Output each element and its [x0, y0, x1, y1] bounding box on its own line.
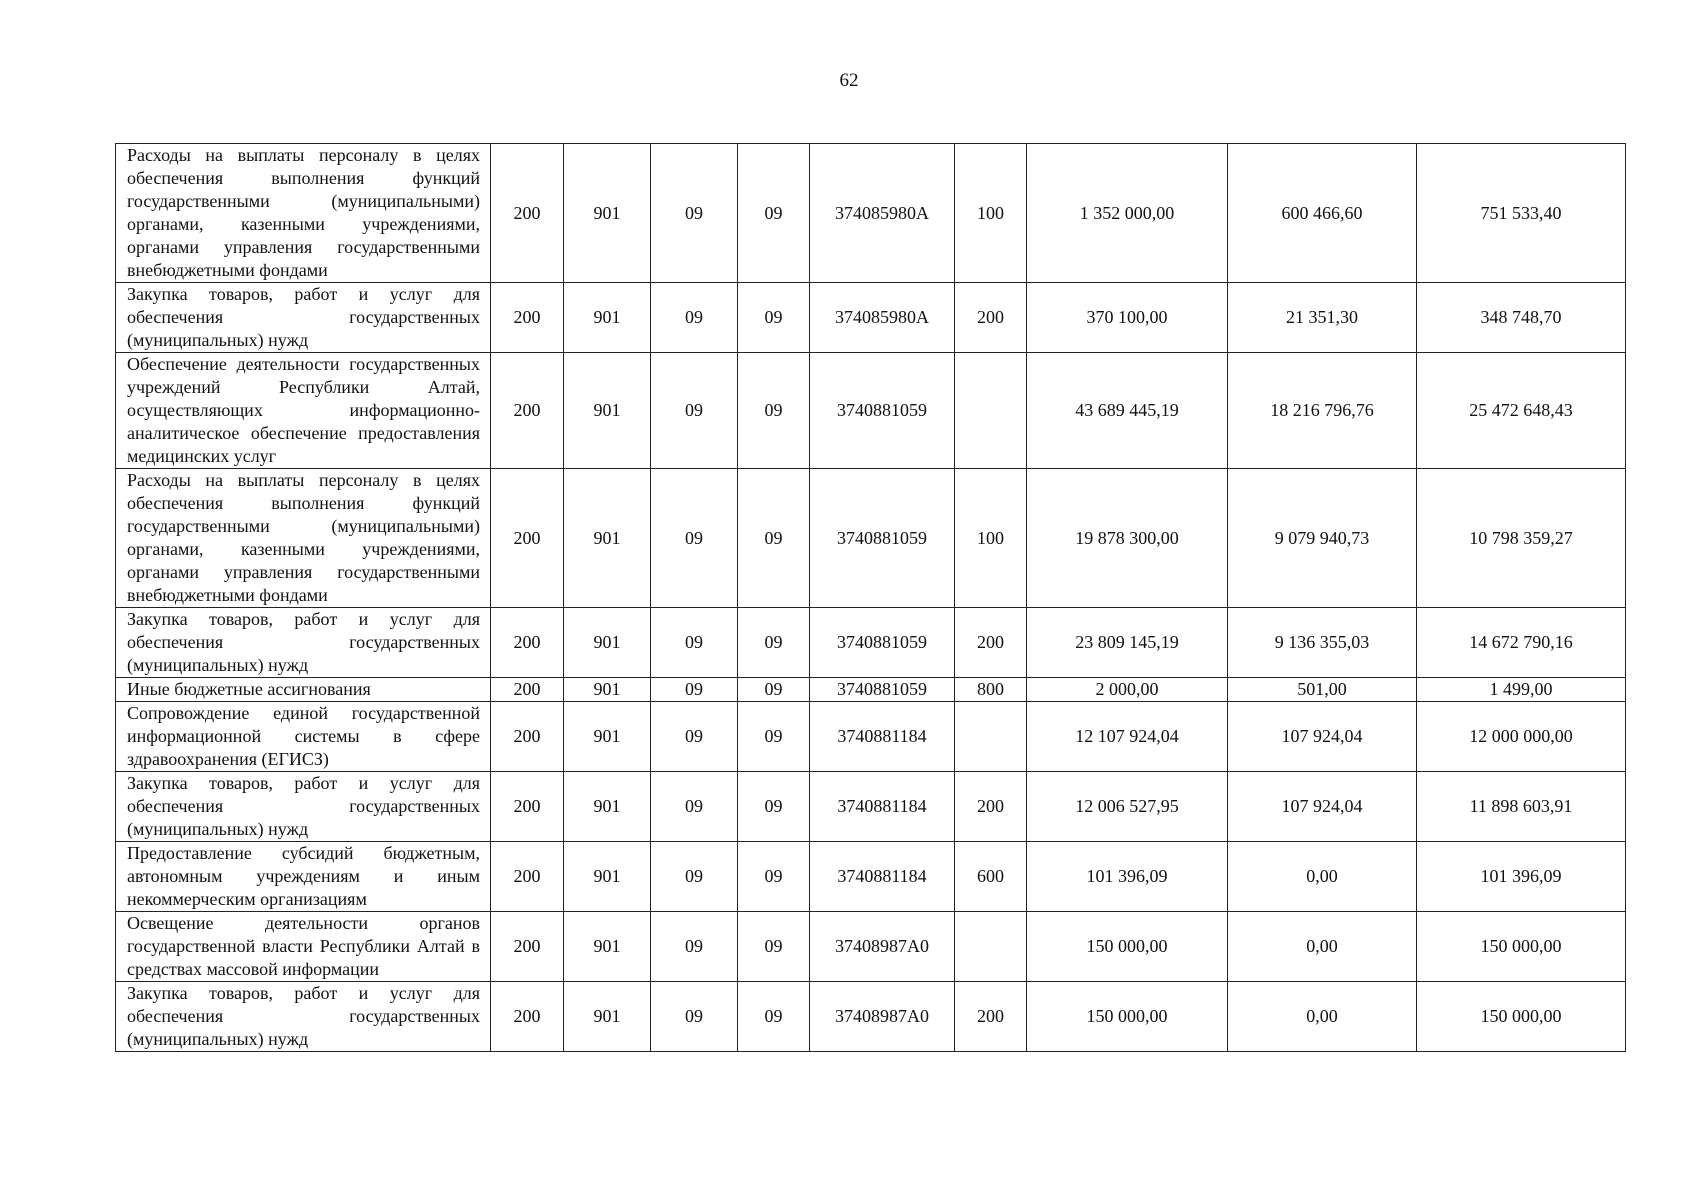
description-cell: Закупка товаров, работ и услуг для обеспечения государственных (муниципальных) нужд — [116, 608, 491, 678]
ministry-code-cell: 901 — [564, 469, 651, 608]
subchapter-code-cell: 09 — [738, 982, 810, 1052]
planned-amount-cell: 12 006 527,95 — [1027, 772, 1228, 842]
executed-amount-cell: 18 216 796,76 — [1228, 353, 1417, 469]
chapter-code-cell: 09 — [651, 144, 738, 283]
section-code-cell: 200 — [491, 702, 564, 772]
ministry-code-cell: 901 — [564, 702, 651, 772]
planned-amount-cell: 1 352 000,00 — [1027, 144, 1228, 283]
target-article-cell: 3740881059 — [810, 608, 955, 678]
expense-type-cell: 100 — [955, 469, 1027, 608]
target-article-cell: 3740881059 — [810, 353, 955, 469]
section-code-cell: 200 — [491, 469, 564, 608]
section-code-cell: 200 — [491, 283, 564, 353]
ministry-code-cell: 901 — [564, 982, 651, 1052]
ministry-code-cell: 901 — [564, 283, 651, 353]
ministry-code-cell: 901 — [564, 772, 651, 842]
target-article-cell: 3740881184 — [810, 702, 955, 772]
expense-type-cell: 200 — [955, 608, 1027, 678]
target-article-cell: 37408987А0 — [810, 982, 955, 1052]
ministry-code-cell: 901 — [564, 353, 651, 469]
subchapter-code-cell: 09 — [738, 702, 810, 772]
planned-amount-cell: 2 000,00 — [1027, 678, 1228, 702]
table-row — [116, 842, 1626, 912]
table-row — [116, 912, 1626, 982]
chapter-code-cell: 09 — [651, 283, 738, 353]
executed-amount-cell: 0,00 — [1228, 982, 1417, 1052]
target-article-cell: 374085980А — [810, 144, 955, 283]
remaining-amount-cell: 25 472 648,43 — [1417, 353, 1626, 469]
executed-amount-cell: 107 924,04 — [1228, 772, 1417, 842]
planned-amount-cell: 370 100,00 — [1027, 283, 1228, 353]
ministry-code-cell: 901 — [564, 144, 651, 283]
executed-amount-cell: 107 924,04 — [1228, 702, 1417, 772]
target-article-cell: 3740881059 — [810, 469, 955, 608]
description-cell: Закупка товаров, работ и услуг для обеспечения государственных (муниципальных) нужд — [116, 283, 491, 353]
ministry-code-cell: 901 — [564, 912, 651, 982]
executed-amount-cell: 9 079 940,73 — [1228, 469, 1417, 608]
chapter-code-cell: 09 — [651, 982, 738, 1052]
target-article-cell: 374085980А — [810, 283, 955, 353]
planned-amount-cell: 43 689 445,19 — [1027, 353, 1228, 469]
section-code-cell: 200 — [491, 144, 564, 283]
chapter-code-cell: 09 — [651, 912, 738, 982]
section-code-cell: 200 — [491, 842, 564, 912]
remaining-amount-cell: 11 898 603,91 — [1417, 772, 1626, 842]
subchapter-code-cell: 09 — [738, 772, 810, 842]
chapter-code-cell: 09 — [651, 608, 738, 678]
planned-amount-cell: 150 000,00 — [1027, 912, 1228, 982]
expense-type-cell: 800 — [955, 678, 1027, 702]
executed-amount-cell: 9 136 355,03 — [1228, 608, 1417, 678]
table-row — [116, 702, 1626, 772]
planned-amount-cell: 12 107 924,04 — [1027, 702, 1228, 772]
subchapter-code-cell: 09 — [738, 608, 810, 678]
remaining-amount-cell: 348 748,70 — [1417, 283, 1626, 353]
description-cell: Расходы на выплаты персоналу в целях обеспечения выполнения функций государственными (муниципальными) органами, казенными учреждениями, органами управления государственными внебюджетными фондами — [116, 144, 491, 283]
target-article-cell: 37408987А0 — [810, 912, 955, 982]
executed-amount-cell: 600 466,60 — [1228, 144, 1417, 283]
section-code-cell: 200 — [491, 772, 564, 842]
section-code-cell: 200 — [491, 912, 564, 982]
expense-type-cell: 200 — [955, 283, 1027, 353]
target-article-cell: 3740881184 — [810, 772, 955, 842]
chapter-code-cell: 09 — [651, 772, 738, 842]
target-article-cell: 3740881059 — [810, 678, 955, 702]
subchapter-code-cell: 09 — [738, 469, 810, 608]
subchapter-code-cell: 09 — [738, 283, 810, 353]
section-code-cell: 200 — [491, 608, 564, 678]
planned-amount-cell: 23 809 145,19 — [1027, 608, 1228, 678]
ministry-code-cell: 901 — [564, 608, 651, 678]
ministry-code-cell: 901 — [564, 842, 651, 912]
remaining-amount-cell: 751 533,40 — [1417, 144, 1626, 283]
description-cell: Закупка товаров, работ и услуг для обеспечения государственных (муниципальных) нужд — [116, 772, 491, 842]
table-row — [116, 772, 1626, 842]
table-row — [116, 608, 1626, 678]
planned-amount-cell: 101 396,09 — [1027, 842, 1228, 912]
executed-amount-cell: 501,00 — [1228, 678, 1417, 702]
subchapter-code-cell: 09 — [738, 353, 810, 469]
subchapter-code-cell: 09 — [738, 144, 810, 283]
remaining-amount-cell: 101 396,09 — [1417, 842, 1626, 912]
executed-amount-cell: 21 351,30 — [1228, 283, 1417, 353]
remaining-amount-cell: 14 672 790,16 — [1417, 608, 1626, 678]
subchapter-code-cell: 09 — [738, 678, 810, 702]
table-row — [116, 982, 1626, 1052]
remaining-amount-cell: 10 798 359,27 — [1417, 469, 1626, 608]
expense-type-cell — [955, 912, 1027, 982]
chapter-code-cell: 09 — [651, 702, 738, 772]
description-cell: Иные бюджетные ассигнования — [116, 678, 491, 702]
expense-type-cell: 200 — [955, 772, 1027, 842]
description-cell: Расходы на выплаты персоналу в целях обеспечения выполнения функций государственными (муниципальными) органами, казенными учреждениями, органами управления государственными внебюджетными фондами — [116, 469, 491, 608]
remaining-amount-cell: 150 000,00 — [1417, 912, 1626, 982]
table-row — [116, 353, 1626, 469]
ministry-code-cell: 901 — [564, 678, 651, 702]
table-row — [116, 144, 1626, 283]
chapter-code-cell: 09 — [651, 469, 738, 608]
table-row — [116, 283, 1626, 353]
section-code-cell: 200 — [491, 353, 564, 469]
description-cell: Освещение деятельности органов государственной власти Республики Алтай в средствах массовой информации — [116, 912, 491, 982]
expense-type-cell: 100 — [955, 144, 1027, 283]
description-cell: Закупка товаров, работ и услуг для обеспечения государственных (муниципальных) нужд — [116, 982, 491, 1052]
chapter-code-cell: 09 — [651, 353, 738, 469]
remaining-amount-cell: 1 499,00 — [1417, 678, 1626, 702]
description-cell: Обеспечение деятельности государственных учреждений Республики Алтай, осуществляющих информационно-аналитическое обеспечение предоставления медицинских услуг — [116, 353, 491, 469]
expense-type-cell — [955, 353, 1027, 469]
remaining-amount-cell: 12 000 000,00 — [1417, 702, 1626, 772]
section-code-cell: 200 — [491, 982, 564, 1052]
planned-amount-cell: 19 878 300,00 — [1027, 469, 1228, 608]
chapter-code-cell: 09 — [651, 678, 738, 702]
expense-type-cell: 200 — [955, 982, 1027, 1052]
executed-amount-cell: 0,00 — [1228, 842, 1417, 912]
target-article-cell: 3740881184 — [810, 842, 955, 912]
page-number: 62 — [839, 70, 859, 91]
planned-amount-cell: 150 000,00 — [1027, 982, 1228, 1052]
chapter-code-cell: 09 — [651, 842, 738, 912]
description-cell: Сопровождение единой государственной информационной системы в сфере здравоохранения (ЕГИСЗ) — [116, 702, 491, 772]
subchapter-code-cell: 09 — [738, 842, 810, 912]
expense-type-cell — [955, 702, 1027, 772]
executed-amount-cell: 0,00 — [1228, 912, 1417, 982]
description-cell: Предоставление субсидий бюджетным, автономным учреждениям и иным некоммерческим организациям — [116, 842, 491, 912]
subchapter-code-cell: 09 — [738, 912, 810, 982]
table-row — [116, 678, 1626, 702]
section-code-cell: 200 — [491, 678, 564, 702]
expense-type-cell: 600 — [955, 842, 1027, 912]
table-row — [116, 469, 1626, 608]
budget-table — [115, 143, 1626, 1052]
remaining-amount-cell: 150 000,00 — [1417, 982, 1626, 1052]
